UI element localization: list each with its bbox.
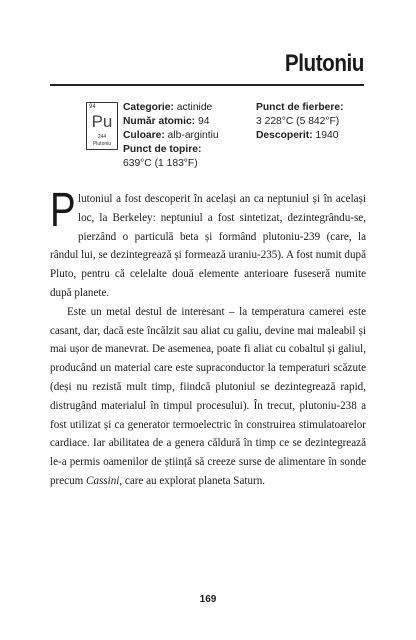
fact-color-label: Culoare: [123,130,165,141]
drop-cap: P [50,184,76,237]
fact-boiling-point-value-row [256,115,344,129]
facts-column-left [123,101,219,171]
fact-atomic-number-label: Număr atomic: [123,116,196,127]
page-title: Plutoniu [284,50,364,77]
fact-atomic-number [123,115,219,129]
fact-discovered-value: 1940 [315,130,339,141]
fact-boiling-label: Punct de fierbere: [256,102,344,113]
tile-atomic-mass: 244 [97,134,107,140]
fact-boiling-point [256,101,344,115]
paragraph-2 [50,303,366,491]
tile-atomic-number: 94 [89,104,96,110]
fact-color-value: alb-argintiu [167,130,219,141]
paragraph-2-text: Este un metal destul de interesant – la temperatura camerei este casant, dar, dacă este încălzit sau aliat cu galiu, devine mai maleabil și mai ușor de manevrat. De asemenea, poate fi aliat cu cobaltul și galiul, producând un material care este supraconductor la temperaturi scăzute (deși nu rezistă mult timp, fiindcă plutoniul se dezintegrează rapid, distrugând materialul în timpul procesului). În trecut, plutoniu-238 a fost utilizat și ca generator termoelectric în construirea stimulatoarelor cardiace. Iar abilitatea de a genera căldură în timp ce se dezintegrează le-a permis oamenilor de știință să creeze surse de alimentare în sonde precum [50,305,366,487]
fact-melting-point-value-row [123,157,219,171]
article-body [50,184,366,491]
fact-category-label: Categorie: [123,102,174,113]
fact-melting-value: 639°C (1 183°F) [123,158,198,169]
paragraph-1-text: lutoniul a fost descoperit în același an ca neptuniul și în același loc, la Berkeley: neptuniul a fost sintetizat, dezintegrându-se, pierzând o particulă beta și formând plutoniu-239 (care, la rândul lui, se dezintegrează și formează uraniu-235). A fost numit după Pluto, pentru că celelalte două elemente anterioare fuseseră numite după planete. [50,193,366,299]
facts-column-right [256,101,344,143]
page-number: 169 [199,594,217,605]
tile-element-name: Plutoniu [92,141,112,147]
fact-boiling-value: 3 228°C (5 842°F) [256,116,340,127]
fact-color [123,129,219,143]
fact-discovered [256,129,344,143]
paragraph-2-text-end: , care au explorat planeta Saturn. [119,474,266,487]
fact-discovered-label: Descoperit: [256,130,313,141]
fact-melting-point [123,143,219,157]
fact-atomic-number-value: 94 [197,116,210,127]
title-divider [50,84,364,86]
fact-melting-label: Punct de topire: [123,144,202,155]
fact-category-value: actinide [176,102,213,113]
spacecraft-name: Cassini [86,474,120,487]
tile-element-symbol: Pu [91,112,113,131]
paragraph-1 [50,184,366,303]
fact-category [123,101,219,115]
periodic-element-tile [86,102,118,150]
